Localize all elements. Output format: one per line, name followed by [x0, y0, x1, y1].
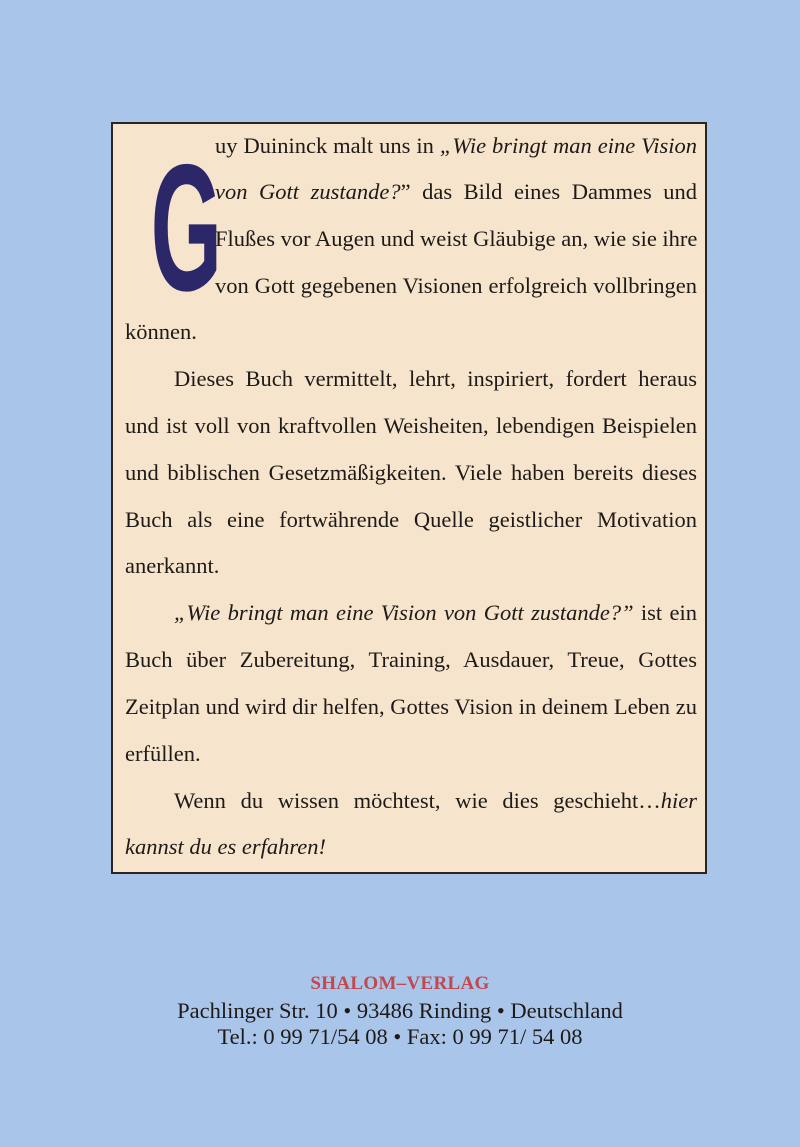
paragraph-4-text: Wenn du wissen möchtest, wie dies geschieht…	[174, 788, 661, 813]
book-title-italic: von Gott zustande?	[215, 179, 401, 204]
paragraph-3-line-4: erfüllen.	[125, 741, 201, 766]
paragraph-1-line-4: von Gott gegebenen Visionen erfolgreich vollbringen	[215, 273, 697, 298]
book-title-italic: „Wie bringt man eine Vision von Gott zustande?”	[174, 600, 634, 625]
publisher-name: SHALOM–VERLAG	[310, 973, 490, 994]
paragraph-4-line-2	[125, 835, 326, 859]
paragraph-2-line-2: und ist voll von kraftvollen Weisheiten, lebendigen Beispielen	[125, 413, 697, 438]
back-cover-text-panel	[111, 122, 707, 874]
paragraph-1-line-2	[215, 180, 697, 204]
paragraph-2-line-3: und biblischen Gesetzmäßigkeiten. Viele haben bereits dieses	[125, 460, 697, 485]
paragraph-3-line-2: Buch über Zubereitung, Training, Ausdauer, Treue, Gottes	[125, 647, 697, 672]
drop-cap-letter: G	[150, 127, 223, 329]
paragraph-3-line-3: Zeitplan und wird dir helfen, Gottes Vision in deinem Leben zu	[125, 694, 697, 719]
paragraph-2-line-5: anerkannt.	[125, 553, 220, 578]
publisher-address: Pachlinger Str. 10 • 93486 Rinding • Deutschland	[177, 998, 623, 1023]
paragraph-1-line-3: Flußes vor Augen und weist Gläubige an, wie sie ihre	[215, 226, 698, 251]
paragraph-1-text: ” das Bild eines Dammes und	[400, 179, 697, 204]
paragraph-3-line-1	[174, 601, 697, 625]
paragraph-1-text: uy Duininck malt uns in	[215, 133, 440, 158]
closing-italic: kannst du es erfahren!	[125, 834, 327, 859]
book-title-italic: „Wie bringt man eine Vision	[439, 133, 697, 158]
closing-italic: hier	[660, 788, 697, 813]
paragraph-2-line-4: Buch als eine fortwährende Quelle geistlicher Motivation	[125, 507, 697, 532]
paragraph-2-line-1: Dieses Buch vermittelt, lehrt, inspiriert, fordert heraus	[174, 366, 697, 391]
paragraph-4-line-1	[174, 789, 697, 813]
paragraph-1-line-1	[215, 134, 697, 158]
paragraph-1-line-5: können.	[125, 319, 197, 344]
publisher-contact: Tel.: 0 99 71/54 08 • Fax: 0 99 71/ 54 08	[217, 1024, 583, 1049]
paragraph-3-text: ist ein	[633, 600, 697, 625]
